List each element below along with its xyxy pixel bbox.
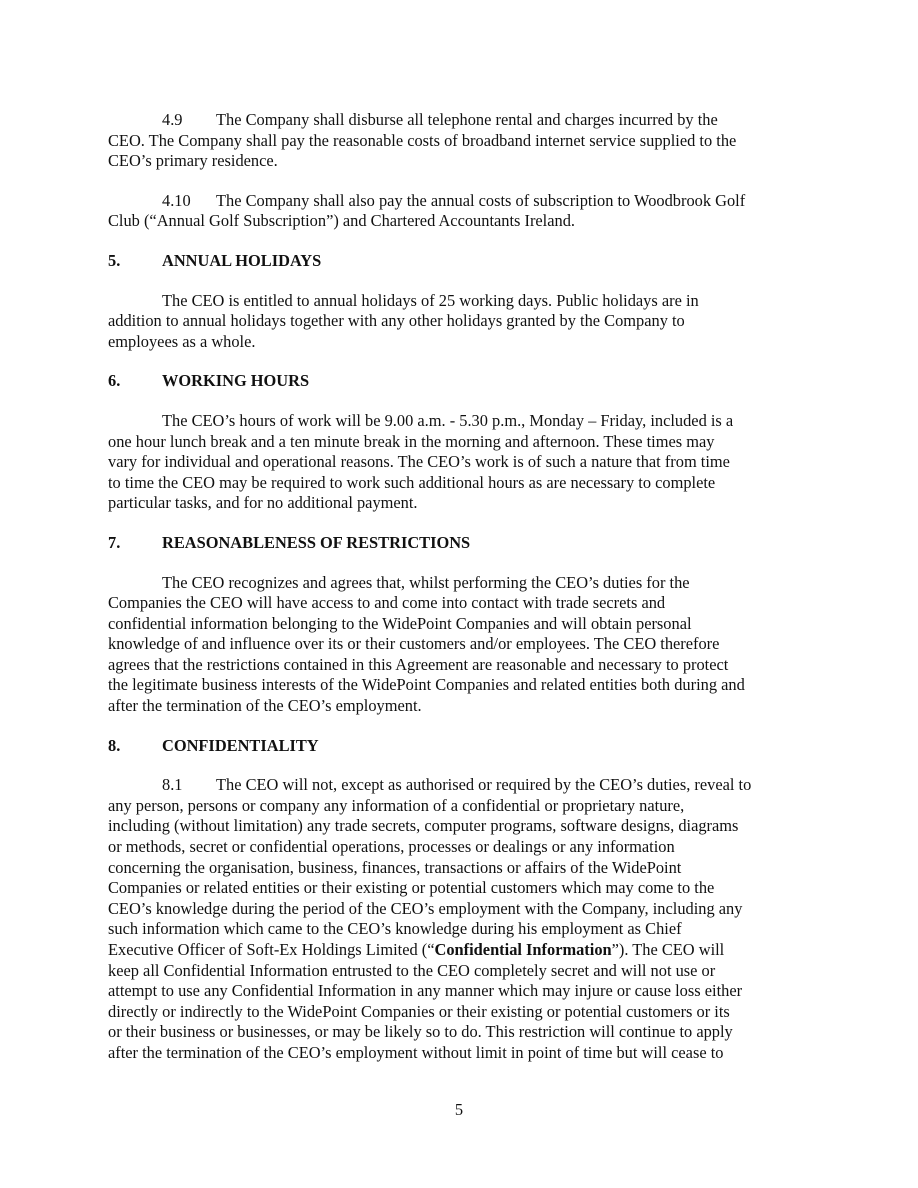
section-title: CONFIDENTIALITY: [162, 735, 319, 755]
section-number: 6.: [108, 371, 121, 391]
section-heading-reasonableness: [108, 533, 810, 554]
section-number: 7.: [108, 532, 121, 552]
section-5-body: The CEO is entitled to annual holidays of 25 working days. Public holidays are in addition to annual holidays together with any other holidays granted by the Company to employees as a whole.: [108, 290, 699, 351]
clause-text-before: The CEO will not, except as authorised or required by the CEO’s duties, reveal to any person, persons or company any information of a confidential or proprietary nature, including (without limitation) any trade secrets, computer programs, software designs, diagrams or methods, secret or confidential operations, processes or dealings or any information concerning the organisation, business, finances, transactions or affairs of the WidePoint Companies or related entities or their existing or potential customers which may come to the CEO’s knowledge during the period of the CEO’s employment with the Company, including any such information which came to the CEO’s knowledge during his employment as Chief Executive Officer of Soft-Ex Holdings Limited (“: [108, 775, 752, 959]
section-title: WORKING HOURS: [162, 371, 310, 391]
clause-8-1: [108, 775, 810, 1063]
section-7-body: The CEO recognizes and agrees that, whilst performing the CEO’s duties for the Companies the CEO will have access to and come into contact with trade secrets and confidential information belonging to the WidePoint Companies and will obtain personal knowledge of and influence over its or their customers and/or employees. The CEO therefore agrees that the restrictions contained in this Agreement are reasonable and necessary to protect the legitimate business interests of the WidePoint Companies and related entities both during and after the termination of the CEO’s employment.: [108, 572, 745, 716]
clause-number: 8.1: [162, 775, 183, 795]
clause-4-10: [108, 191, 810, 232]
section-heading-confidentiality: [108, 736, 810, 757]
section-heading-working-hours: [108, 371, 810, 392]
section-number: 8.: [108, 735, 121, 755]
document-page: [108, 110, 810, 1083]
page-number: 5: [454, 1100, 464, 1119]
clause-number: 4.9: [162, 110, 183, 129]
clause-text: The Company shall disburse all telephone rental and charges incurred by the CEO. The Company shall pay the reasonable costs of broadband internet service supplied to the CEO’s primary residence.: [108, 110, 737, 171]
clause-text-after: ”). The CEO will keep all Confidential Information entrusted to the CEO completely secret and will not use or attempt to use any Confidential Information in any manner which may injure or cause loss either directly or indirectly to the WidePoint Companies or their existing or potential customers or its or their business or businesses, or may be likely so to do. This restriction will continue to apply after the termination of the CEO’s employment without limit in point of time but will cease to: [108, 940, 743, 1062]
section-title: ANNUAL HOLIDAYS: [162, 250, 322, 270]
section-number: 5.: [108, 250, 121, 270]
section-title: REASONABLENESS OF RESTRICTIONS: [162, 532, 471, 552]
clause-number: 4.10: [162, 190, 191, 210]
section-heading-annual-holidays: [108, 251, 810, 272]
defined-term: Confidential Information: [434, 940, 612, 959]
clause-4-9: [108, 110, 810, 172]
section-6-body: The CEO’s hours of work will be 9.00 a.m. - 5.30 p.m., Monday – Friday, included is a one hour lunch break and a ten minute break in the morning and afternoon. These times may vary for individual and operational reasons. The CEO’s work is of such a nature that from time to time the CEO may be required to work such additional hours as are necessary to complete particular tasks, and for no additional payment.: [108, 410, 734, 513]
clause-text: The Company shall also pay the annual costs of subscription to Woodbrook Golf Club (“Annual Golf Subscription”) and Chartered Accountants Ireland.: [108, 190, 746, 231]
